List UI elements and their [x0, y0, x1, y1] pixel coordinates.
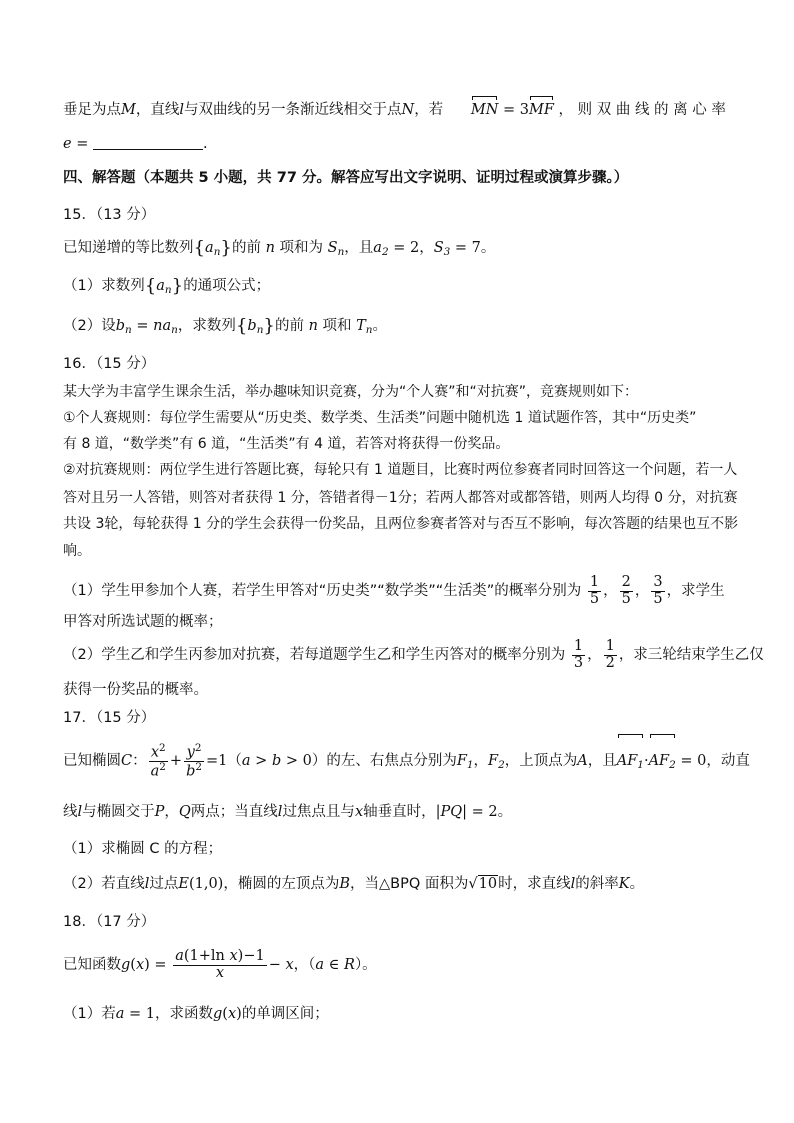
- q14-continuation-line1: 垂足为点M，直线l与双曲线的另一条渐近线相交于点N，若 MN = 3MF ， 则 双 曲 线 的 离 心 率: [63, 102, 726, 118]
- q16-line4: ②对抗赛规则：两位学生进行答题比赛，每轮只有 1 道题目，比赛时两位参赛者同时回答这一个问题，若一人: [63, 462, 738, 478]
- fraction-2-5: $\frac{2}{5}$: [621, 574, 631, 607]
- q16-line1: 某大学为丰富学生课余生活，举办趣味知识竞赛，分为“个人赛”和“对抗赛”，竞赛规则如下：: [63, 384, 639, 400]
- fraction-1-3: $\frac{1}{3}$: [573, 638, 584, 671]
- q16-part2: （2）学生乙和学生丙参加对抗赛，若每道题学生乙和学生丙答对的概率分别为 $\frac{1}{3}$ ， $\frac{1}{2}$ ，求三轮结束学生乙仅: [63, 638, 764, 671]
- section-heading: 四、解答题（本题共 5 小题，共 77 分。解答应写出文字说明、证明过程或演算步骤。）: [63, 170, 629, 186]
- q17-part2: （2）若直线l过点E(1,0)，椭圆的左顶点为B，当△BPQ 面积为√10时，求直线l的斜率K。: [63, 876, 645, 892]
- q18-header: 18．（17 分）: [63, 914, 156, 930]
- vector-af2: $AF_2$: [649, 738, 676, 788]
- q17-part1: （1）求椭圆 C 的方程；: [63, 841, 223, 857]
- q16-line7: 响。: [63, 543, 91, 559]
- vector-af1: $AF_1$: [617, 738, 644, 788]
- fraction-x2-a2: $\frac{x^2}{a^2}$: [150, 741, 166, 780]
- q16-part1-cont: 甲答对所选试题的概率；: [63, 614, 223, 630]
- fraction-1-5: $\frac{1}{5}$: [589, 574, 600, 607]
- answer-blank: [93, 135, 203, 150]
- fraction-g-of-x: $\frac{\text{a(1+ln x)−1}}{x}$: [175, 948, 265, 981]
- vector-mn: MN: [470, 102, 499, 118]
- q16-line3: 有 8 道，“数学类”有 6 道，“生活类”有 4 道，若答对将获得一份奖品。: [63, 436, 510, 452]
- q17-stem-cont: 线l与椭圆交于P，Q两点；当直线l过焦点且与x轴垂直时，|PQ| = 2。: [63, 804, 513, 820]
- vector-mf: MF: [528, 102, 554, 118]
- q15-part2: （2）设$b_n = na_n$，求数列$\{b_n\}$的前 n 项和 $T_n$。: [63, 315, 388, 337]
- q15-stem: 已知递增的等比数列$\{a_n\}$的前 n 项和为 $S_n$，且$a_2 = 2$，$S_3 = 7$。: [63, 237, 496, 259]
- fraction-y2-b2: $\frac{y^2}{b^2}$: [186, 741, 203, 780]
- q18-stem: 已知函数g(x) = $\frac{\text{a(1+ln x)−1}}{x}$ − x，（a ∈ R）。: [63, 948, 377, 981]
- q16-line2: ①个人赛规则：每位学生需要从“历史类、数学类、生活类”问题中随机选 1 道试题作答，其中“历史类”: [63, 410, 697, 426]
- q16-line6: 共设 3轮，每轮获得 1 分的学生会获得一份奖品，且两位参赛者答对与否互不影响，每次答题的结果也互不影: [63, 516, 739, 532]
- q15-part1: （1）求数列$\{a_n\}$的通项公式；: [63, 275, 271, 297]
- q15-header: 15．（13 分）: [63, 207, 156, 223]
- q14-continuation-line2: e = .: [63, 136, 208, 152]
- q16-part2-cont: 获得一份奖品的概率。: [63, 682, 208, 698]
- q18-part1: （1）若a = 1，求函数g(x)的单调区间；: [63, 1006, 329, 1022]
- fraction-3-5: $\frac{3}{5}$: [653, 574, 663, 607]
- q17-header: 17．（15 分）: [63, 710, 156, 726]
- q16-part1: （1）学生甲参加个人赛，若学生甲答对“历史类”“数学类”“生活类”的概率分别为 $\frac{1}{5}$ ， $\frac{2}{5}$ ， $\frac{3}{5}$ ，求学生: [63, 574, 725, 607]
- fraction-1-2: $\frac{1}{2}$: [605, 638, 615, 671]
- q17-stem: 已知椭圆C： $\frac{x^2}{a^2}$ + $\frac{y^2}{b^2}$ =1（a > b > 0）的左、右焦点分别为$F_1$，$F_2$，上顶点为A，且$AF_1\cdot AF_2 = 0$，动直: [63, 738, 731, 788]
- q16-line5: 答对且另一人答错，则答对者获得 1 分，答错者得－1分；若两人都答对或都答错，则两人均得 0 分，对抗赛: [63, 490, 738, 506]
- q16-header: 16．（15 分）: [63, 356, 156, 372]
